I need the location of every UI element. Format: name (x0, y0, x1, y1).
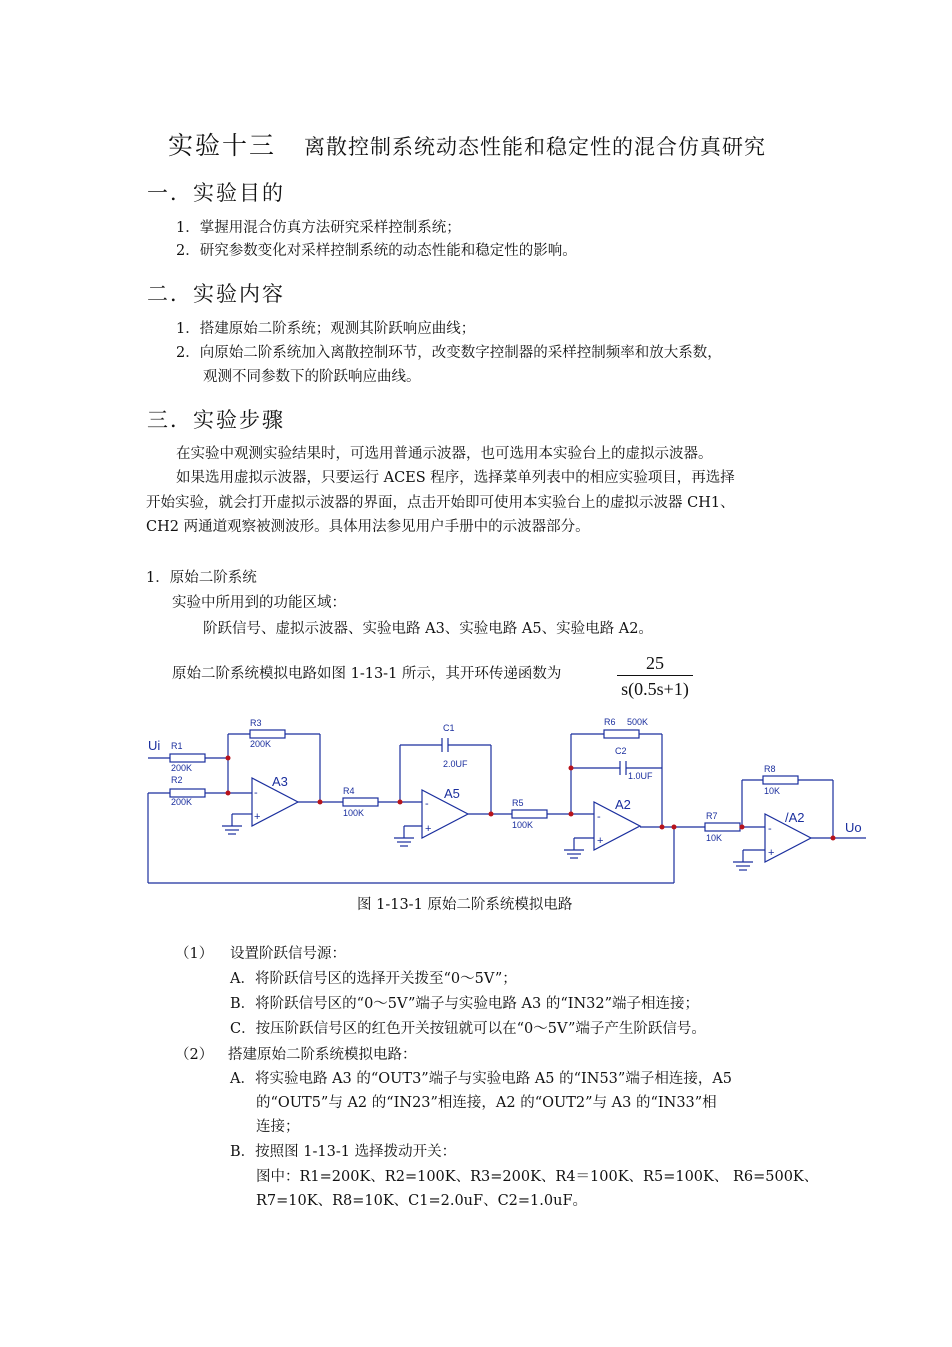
label-a2-minus: - (597, 811, 601, 823)
label-r7-value: 10K (706, 833, 723, 843)
resistor-r4 (343, 798, 378, 806)
label-r4-value: 100K (343, 808, 365, 818)
label-r6: R6 (604, 717, 616, 727)
step-1-sub-c: C．按压阶跃信号区的红色开关按钮就可以在“0～5V”端子产生阶跃信号。 (230, 1021, 706, 1037)
label-a3-minus: - (254, 787, 258, 799)
label-r1: R1 (171, 741, 183, 751)
label-a2-inverter: /A2 (785, 810, 805, 825)
label-r5-value: 100K (512, 820, 534, 830)
content-item-1: 1．搭建原始二阶系统；观测其阶跃响应曲线； (176, 321, 476, 337)
label-a3-plus: + (254, 811, 261, 823)
content-item-2-cont: 观测不同参数下的阶跃响应曲线。 (203, 369, 421, 385)
step-2-sub-a-line-2: 的“OUT5”与 A2 的“IN23”相连接，A2 的“OUT2”与 A3 的“IN33”相 (256, 1095, 717, 1111)
transfer-function-text: 原始二阶系统模拟电路如图 1-13-1 所示，其开环传递函数为 (172, 666, 562, 682)
resistor-r8 (763, 776, 798, 784)
label-a2: A2 (615, 797, 631, 812)
purpose-item-2: 2．研究参数变化对采样控制系统的动态性能和稳定性的影响。 (176, 243, 577, 259)
label-c1-value: 2.0UF (443, 759, 468, 769)
step-1-number: （1） (175, 946, 214, 962)
steps-paragraph-2-line-3: CH2 两通道观察被测波形。具体用法参见用户手册中的示波器部分。 (146, 519, 590, 535)
resistor-r2 (170, 789, 205, 797)
resistor-r3 (250, 730, 285, 738)
step-2-sub-b: B．按照图 1-13-1 选择拨动开关： (230, 1144, 457, 1160)
step-1-sub-b: B．将阶跃信号区的“0～5V”端子与实验电路 A3 的“IN32”端子相连接； (230, 996, 700, 1012)
label-a2-plus: + (597, 835, 604, 847)
resistor-r1 (170, 754, 205, 762)
subsection-heading: 1．原始二阶系统 (146, 570, 257, 586)
step-2-text: 搭建原始二阶系统模拟电路： (228, 1047, 417, 1063)
label-c1: C1 (443, 723, 455, 733)
label-a5-minus: - (425, 798, 429, 810)
title-main: 实验十三 (168, 131, 277, 160)
figure-caption: 图 1-13-1 原始二阶系统模拟电路 (357, 897, 573, 913)
label-r3-value: 200K (250, 739, 272, 749)
resistor-r5 (512, 810, 547, 818)
tf-numerator: 25 (646, 653, 664, 673)
step-2-component-values-2: R7=10K、R8=10K、C1=2.0uF、C2=1.0uF。 (256, 1193, 588, 1209)
label-r5: R5 (512, 798, 524, 808)
input-label-ui: Ui (148, 738, 161, 753)
steps-paragraph-2-line-2: 开始实验，就会打开虚拟示波器的界面，点击开始即可使用本实验台上的虚拟示波器 CH1、 (146, 495, 735, 511)
label-a2b-minus: - (768, 823, 772, 835)
section-heading-steps: 三．实验步骤 (147, 408, 285, 432)
step-2-component-values-1: 图中：R1=200K、R2=100K、R3=200K、R4＝100K、R5=100K、 R6=500K、 (256, 1169, 819, 1185)
label-r3: R3 (250, 718, 262, 728)
output-label-uo: Uo (845, 820, 862, 835)
tf-denominator: s(0.5s+1) (621, 679, 689, 699)
section-heading-purpose: 一．实验目的 (147, 181, 285, 205)
label-r4: R4 (343, 786, 355, 796)
label-r6-value: 500K (627, 717, 649, 727)
content-item-2: 2．向原始二阶系统加入离散控制环节，改变数字控制器的采样控制频率和放大系数， (176, 345, 722, 361)
label-r2-value: 200K (171, 797, 193, 807)
label-r1-value: 200K (171, 763, 193, 773)
step-2-sub-a-line-3: 连接； (256, 1119, 300, 1135)
step-1-text: 设置阶跃信号源： (230, 946, 346, 962)
label-r8: R8 (764, 764, 776, 774)
resistor-r6 (604, 730, 639, 738)
step-2-sub-a-line-1: A．将实验电路 A3 的“OUT3”端子与实验电路 A5 的“IN53”端子相连接，A5 (230, 1071, 733, 1087)
label-c2: C2 (615, 746, 627, 756)
title-sub: 离散控制系统动态性能和稳定性的混合仿真研究 (304, 135, 767, 159)
label-c2-value: 1.0UF (628, 771, 653, 781)
steps-paragraph-2-line-1: 如果选用虚拟示波器，只要运行 ACES 程序，选择菜单列表中的相应实验项目，再选择 (176, 470, 735, 486)
steps-paragraph-1: 在实验中观测实验结果时，可选用普通示波器，也可选用本实验台上的虚拟示波器。 (176, 446, 713, 462)
label-r7: R7 (706, 811, 718, 821)
step-1-sub-a: A．将阶跃信号区的选择开关拨至“0～5V”； (230, 971, 517, 987)
function-area-list: 阶跃信号、虚拟示波器、实验电路 A3、实验电路 A5、实验电路 A2。 (203, 621, 653, 637)
label-a5-plus: + (425, 823, 432, 835)
label-a5: A5 (444, 786, 460, 801)
section-heading-content: 二．实验内容 (147, 282, 285, 306)
purpose-item-1: 1．掌握用混合仿真方法研究采样控制系统； (176, 220, 461, 236)
function-area-label: 实验中所用到的功能区域： (172, 595, 346, 611)
label-r8-value: 10K (764, 786, 781, 796)
label-a3: A3 (272, 774, 288, 789)
step-2-number: （2） (175, 1047, 214, 1063)
resistor-r7 (705, 823, 740, 831)
label-a2b-plus: + (768, 847, 775, 859)
label-r2: R2 (171, 775, 183, 785)
